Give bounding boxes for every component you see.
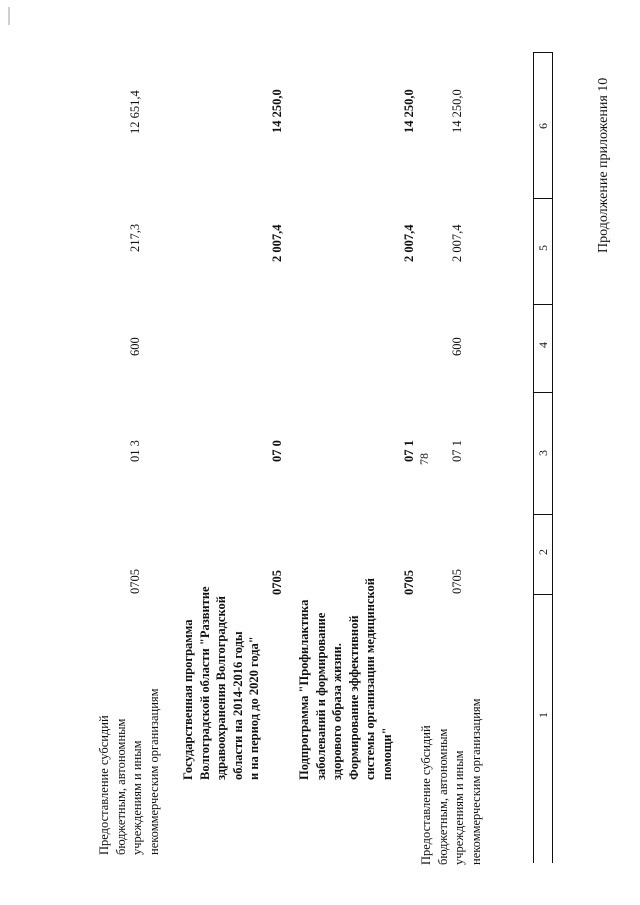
cell-expense-type: 600 xyxy=(450,337,464,356)
cell-amount-col5: 2 007,4 xyxy=(450,224,464,262)
column-header: 3 xyxy=(536,450,550,456)
cell-target: 07 0 xyxy=(270,440,284,462)
scan-artifact xyxy=(8,7,10,25)
header-divider-4 xyxy=(533,304,553,305)
cell-target: 07 1 xyxy=(402,440,416,462)
cell-section: 0705 xyxy=(450,569,464,594)
table-row-label: Предоставление субсидий бюджетным, автономным учреждениям и иным некоммерческим организациям xyxy=(97,688,161,855)
column-header: 6 xyxy=(536,123,550,129)
header-divider-5 xyxy=(533,198,553,199)
table-row-label: Подпрограмма "Профилактика заболеваний и формирование здорового образа жизни. Формирование эффективной системы организации медицинской помощи" xyxy=(297,578,394,780)
cell-section: 0705 xyxy=(270,570,284,595)
table-row-label: Государственная программа Волгоградской области "Развитие здравоохранения Волгоградской области на 2014-2016 годы и на период до 2020 года" xyxy=(181,586,261,780)
cell-amount-col6: 14 250,0 xyxy=(450,89,464,133)
cell-amount-col6: 14 250,0 xyxy=(270,89,284,133)
page-number: 78 xyxy=(417,453,431,465)
column-header: 4 xyxy=(536,342,550,348)
header-divider-1 xyxy=(533,594,553,595)
cell-section: 0705 xyxy=(402,570,416,595)
cell-target: 01 3 xyxy=(128,440,142,462)
column-header: 1 xyxy=(536,712,550,718)
cell-amount-col6: 14 250,0 xyxy=(402,89,416,133)
column-header: 2 xyxy=(536,549,550,555)
header-divider-3 xyxy=(533,392,553,393)
cell-amount-col6: 12 651,4 xyxy=(128,90,142,134)
cell-amount-col5: 217,3 xyxy=(128,223,142,252)
table-row-label: Предоставление субсидий бюджетным, автономным учреждениям и иным некоммерческим организациям xyxy=(419,698,483,865)
header-bottom-border xyxy=(533,53,534,863)
header-right-border xyxy=(533,52,553,53)
header-divider-2 xyxy=(533,514,553,515)
cell-amount-col5: 2 007,4 xyxy=(270,224,284,262)
column-header: 5 xyxy=(536,245,550,251)
continuation-title: Продолжение приложения 10 xyxy=(596,77,611,253)
cell-amount-col5: 2 007,4 xyxy=(402,224,416,262)
cell-target: 07 1 xyxy=(450,440,464,462)
cell-expense-type: 600 xyxy=(128,337,142,356)
cell-section: 0705 xyxy=(128,569,142,594)
table-top-border xyxy=(552,53,553,863)
